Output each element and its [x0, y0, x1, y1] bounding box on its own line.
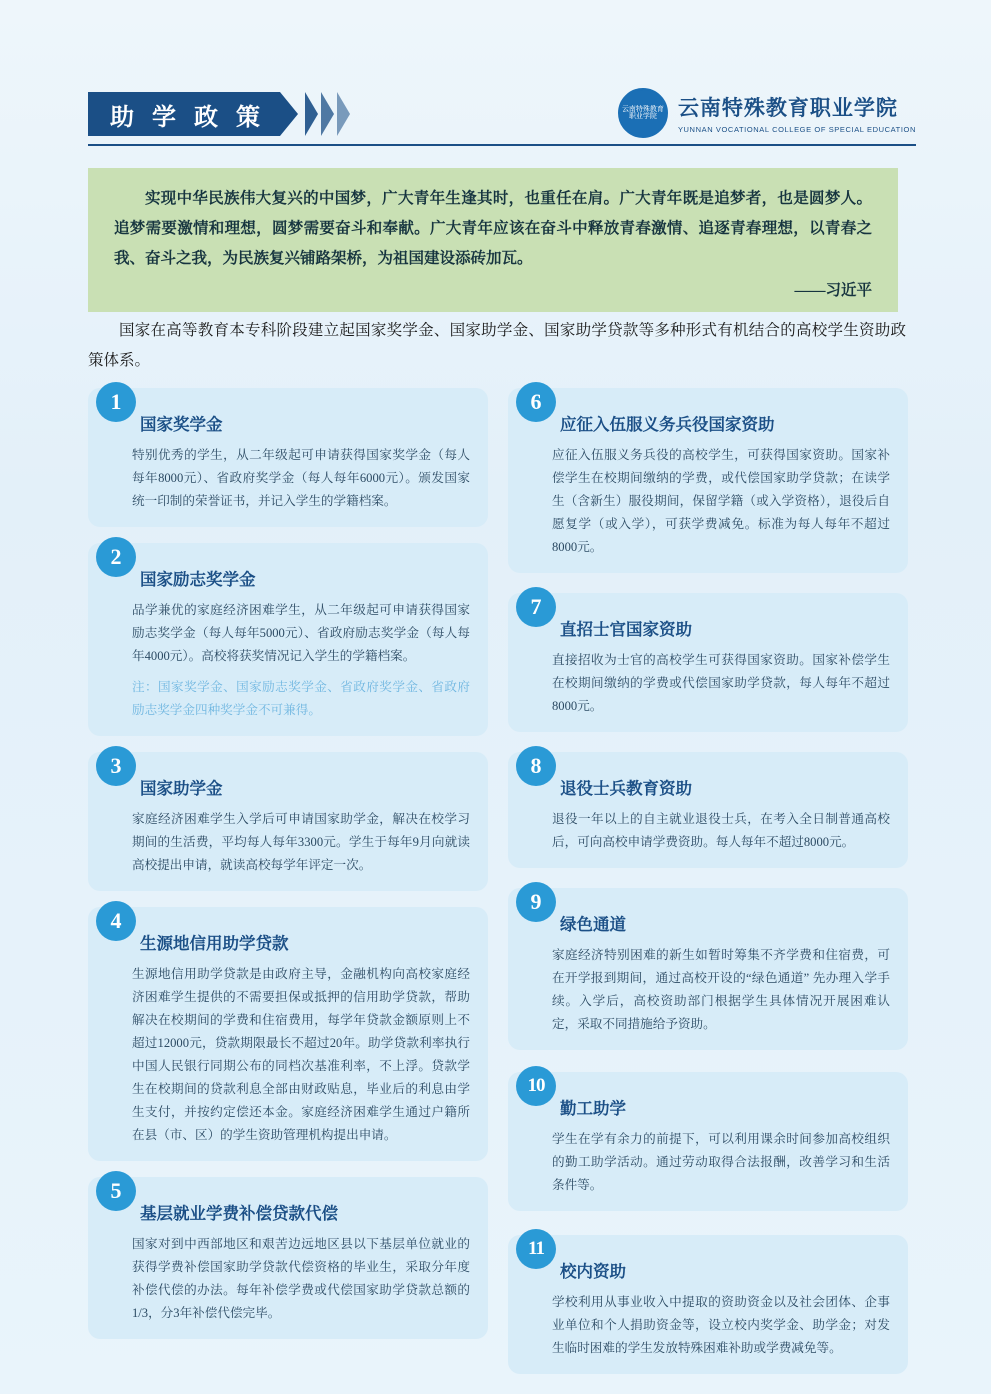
policy-card [508, 1072, 908, 1211]
policy-title: 退役士兵教育资助 [560, 779, 692, 798]
institution-name-cn: 云南特殊教育职业学院 [677, 96, 898, 120]
policy-title: 国家励志奖学金 [140, 570, 256, 589]
policy-body-text: 品学兼优的家庭经济困难学生，从二年级起可申请获得国家励志奖学金（每人每年5000元）、省政府励志奖学金（每人每年4000元）。高校将获奖情况记入学生的学籍档案。 [132, 603, 470, 663]
policy-title: 生源地信用助学贷款 [140, 934, 289, 953]
quote-text: 实现中华民族伟大复兴的中国梦，广大青年生逢其时，也重任在肩。广大青年既是追梦者，也是圆梦人。追梦需要激情和理想，圆梦需要奋斗和奉献。广大青年应该在奋斗中释放青春激情、追逐青春理想，以青春之我、奋斗之我，为民族复兴铺路架桥，为祖国建设添砖加瓦。 [114, 190, 872, 267]
policy-number-badge: 8 [516, 746, 556, 786]
policy-body-text: 国家对到中西部地区和艰苦边远地区县以下基层单位就业的获得学费补偿国家助学贷款代偿资格的毕业生，采取分年度补偿代偿的办法。每年补偿学费或代偿国家助学贷款总额的1/3，分3年补偿代偿完毕。 [132, 1237, 470, 1320]
policy-card [88, 752, 488, 891]
banner-arrow-icon [280, 92, 298, 136]
policy-number-badge: 7 [516, 587, 556, 627]
policy-card [88, 388, 488, 527]
page-header [88, 92, 916, 148]
policy-title: 校内资助 [560, 1262, 626, 1281]
banner-stripes-icon [302, 92, 350, 136]
policy-column-left [88, 388, 488, 1353]
policy-card [508, 888, 908, 1050]
intro-paragraph: 国家在高等教育本专科阶段建立起国家奖学金、国家助学金、国家助学贷款等多种形式有机结合的高校学生资助政策体系。 [88, 322, 906, 369]
policy-body-text: 生源地信用助学贷款是由政府主导，金融机构向高校家庭经济困难学生提供的不需要担保或抵押的信用助学贷款，帮助解决在校期间的学费和住宿费用，每学年贷款金额原则上不超过12000元，贷款期限最长不超过20年。助学贷款利率执行中国人民银行同期公布的同档次基准利率，不上浮。贷款学生在校期间的贷款利息全部由财政贴息，毕业后的利息由学生支付，并按约定偿还本金。家庭经济困难学生通过户籍所在县（市、区）的学生资助管理机构提出申请。 [132, 967, 470, 1142]
policy-number-badge: 3 [96, 746, 136, 786]
policy-card [88, 1177, 488, 1339]
policy-body-text: 学校利用从事业收入中提取的资助资金以及社会团体、企事业单位和个人捐助资金等，设立校内奖学金、助学金；对发生临时困难的学生发放特殊困难补助或学费减免等。 [552, 1295, 890, 1355]
policy-number-badge: 9 [516, 882, 556, 922]
policy-title: 直招士官国家资助 [560, 620, 692, 639]
policy-card [508, 1235, 908, 1374]
policy-body-text: 应征入伍服义务兵役的高校学生，可获得国家资助。国家补偿学生在校期间缴纳的学费，或代偿国家助学贷款；在读学生（含新生）服役期间，保留学籍（或入学资格），退役后自愿复学（或入学），可获学费减免。标准为每人每年不超过8000元。 [552, 448, 890, 554]
college-seal-text: 云南特殊教育职业学院 [621, 104, 664, 120]
policy-number-badge: 1 [96, 382, 136, 422]
stripe-2-icon [321, 92, 334, 136]
policy-body-text: 退役一年以上的自主就业退役士兵，在考入全日制普通高校后，可向高校申请学费资助。每人每年不超过8000元。 [552, 812, 890, 849]
policy-body-text: 家庭经济困难学生入学后可申请国家助学金，解决在校学习期间的生活费，平均每人每年3300元。学生于每年9月向就读高校提出申请，就读高校每学年评定一次。 [132, 812, 470, 872]
policy-title: 国家助学金 [140, 779, 223, 798]
policy-number-badge: 10 [516, 1066, 556, 1106]
stripe-3-icon [337, 92, 350, 136]
policy-card [88, 543, 488, 736]
policy-title: 国家奖学金 [140, 415, 223, 434]
institution-name [678, 92, 916, 134]
policy-title: 应征入伍服义务兵役国家资助 [560, 415, 775, 434]
quote-attribution: ——习近平 [794, 282, 872, 299]
policy-title: 基层就业学费补偿贷款代偿 [140, 1204, 338, 1223]
policy-number-badge: 6 [516, 382, 556, 422]
institution-name-en: YUNNAN VOCATIONAL COLLEGE OF SPECIAL EDUCATION [677, 125, 916, 134]
institution-logo-block [618, 88, 916, 138]
policy-card [508, 593, 908, 732]
college-seal-icon [618, 88, 668, 138]
quote-box [88, 168, 898, 312]
policy-number-badge: 2 [96, 537, 136, 577]
policy-number-badge: 11 [516, 1229, 556, 1269]
policy-body-text: 直接招收为士官的高校学生可获得国家资助。国家补偿学生在校期间缴纳的学费或代偿国家助学贷款，每人每年不超过8000元。 [552, 653, 890, 713]
stripe-1-icon [305, 92, 318, 136]
policy-body-text: 特别优秀的学生，从二年级起可申请获得国家奖学金（每人每年8000元）、省政府奖学金（每人每年6000元）。颁发国家统一印制的荣誉证书，并记入学生的学籍档案。 [132, 448, 470, 508]
header-divider [88, 144, 916, 146]
policy-card [508, 388, 908, 573]
policy-card [508, 752, 908, 868]
title-banner [88, 92, 350, 136]
page-title: 助 学 政 策 [88, 92, 280, 136]
policy-note-text: 注：国家奖学金、国家励志奖学金、省政府奖学金、省政府励志奖学金四种奖学金不可兼得。 [132, 680, 470, 717]
policy-column-right [508, 388, 908, 1388]
policy-body-text: 家庭经济特别困难的新生如暂时筹集不齐学费和住宿费，可在开学报到期间，通过高校开设的“绿色通道” 先办理入学手续。入学后，高校资助部门根据学生具体情况开展困难认定，采取不同措施给予资助。 [552, 948, 890, 1031]
policy-card [88, 907, 488, 1161]
policy-title: 绿色通道 [560, 915, 626, 934]
policy-title: 勤工助学 [560, 1099, 626, 1118]
policy-number-badge: 5 [96, 1171, 136, 1211]
policy-body-text: 学生在学有余力的前提下，可以利用课余时间参加高校组织的勤工助学活动。通过劳动取得合法报酬，改善学习和生活条件等。 [552, 1132, 890, 1192]
policy-number-badge: 4 [96, 901, 136, 941]
